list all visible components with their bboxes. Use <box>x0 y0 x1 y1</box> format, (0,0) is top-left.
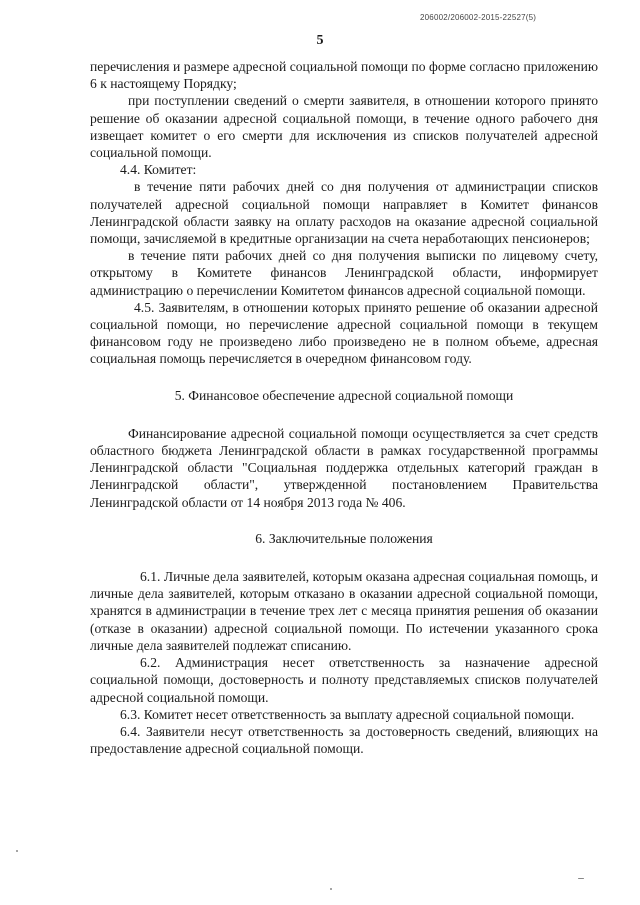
paragraph-continuation: перечисления и размере адресной социальной помощи по форме согласно приложению 6 к настоящему Порядку; <box>90 59 598 92</box>
section-6-heading: 6. Заключительные положения <box>255 530 433 546</box>
section-5-heading: 5. Финансовое обеспечение адресной социальной помощи <box>174 387 514 403</box>
clause-4-4-title: 4.4. Комитет: <box>120 162 197 178</box>
clause-6-2: 6.2. Администрация несет ответственность за назначение адресной социальной помощи, достоверность и полноту представляемых списков получателей адресной социальной помощи. <box>90 655 598 705</box>
paragraph-death-notice: при поступлении сведений о смерти заявителя, в отношении которого принято решение об оказании адресной социальной помощи, в течение одного рабочего дня извещает комитет о его смерти для исключения из списков получателей адресной социальной помощи. <box>90 93 598 161</box>
document-body <box>90 58 598 757</box>
document-id: 206002/206002-2015-22527(5) <box>420 13 537 22</box>
clause-4-4-item-1: в течение пяти рабочих дней со дня получения от администрации списков получателей адресной социальной помощи направляет в Комитет финансов Ленинградской области заявку на оплату расходов на оказание адресной социальной помощи, зачисляемой в кредитные организации на счета неработающих пенсионеров; <box>90 179 598 247</box>
clause-6-4: 6.4. Заявители несут ответственность за достоверность сведений, влияющих на предоставление адресной социальной помощи. <box>90 723 598 757</box>
clause-4-4-item-2: в течение пяти рабочих дней со дня получения выписки по лицевому счету, открытому в Комитете финансов Ленинградской области, информирует администрацию о перечислении Комитетом финансов адресной социальной помощи. <box>90 248 598 298</box>
clause-4-5: 4.5. Заявителям, в отношении которых принято решение об оказании адресной социальной помощи, но перечисление адресной социальной помощи в текущем финансовом году не произведено либо произведено не в полном объеме, адресная социальная помощь перечисляется в очередном финансовом году. <box>90 299 598 367</box>
scan-speck <box>578 878 584 879</box>
page-number: 5 <box>316 33 324 48</box>
section-5-text: Финансирование адресной социальной помощи осуществляется за счет средств областного бюджета Ленинградской области в рамках государственной программы Ленинградской области "Социальная поддержка отдельных категорий граждан в Ленинградской области", утвержденной постановлением Правительства Ленинградской области от 14 ноября 2013 года № 406. <box>90 425 598 510</box>
clause-6-1: 6.1. Личные дела заявителей, которым оказана адресная социальная помощь, и личные дела заявителей, которым отказано в оказании адресной социальной помощи, хранятся в администрации в течение трех лет с месяца принятия решения об оказании (отказе в оказании) адресной социальной помощи. По истечении указанного срока личные дела заявителей подлежат списанию. <box>90 569 598 653</box>
scan-speck <box>16 850 18 852</box>
clause-6-3: 6.3. Комитет несет ответственность за выплату адресной социальной помощи. <box>120 706 575 722</box>
scan-speck <box>330 888 332 890</box>
